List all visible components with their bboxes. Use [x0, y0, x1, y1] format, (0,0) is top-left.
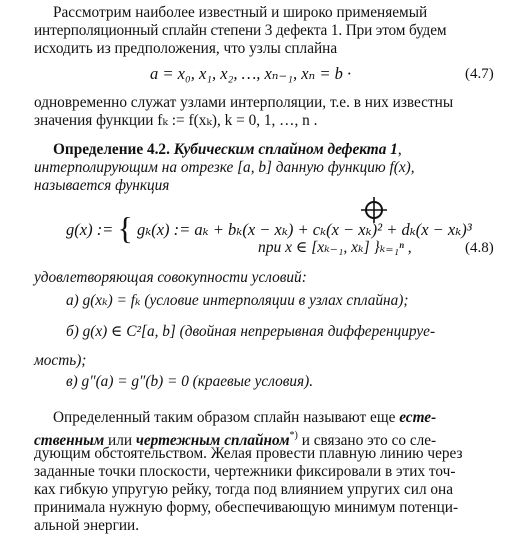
closing-line-1-text: Определенный таким образом сплайн называют еще [53, 409, 400, 426]
closing-line-2-or: или [104, 432, 136, 449]
term-drafting-spline: чертежным сплайном [135, 432, 290, 449]
equation-4-8-condition: при x ∈ [xₖ₋₁, xₖ] }ₖ₌₁ⁿ , [258, 239, 412, 256]
definition-line-3: называется функция [34, 177, 170, 194]
term-natural: ственным [34, 432, 105, 449]
definition-heading [53, 141, 402, 159]
closing-line-1 [53, 409, 436, 427]
intro-line-1: Рассмотрим наиболее известный и широко применяемый [53, 4, 428, 21]
condition-a: а) g(xₖ) = fₖ (условие интерполяции в узлах сплайна); [66, 292, 409, 309]
closing-line-4: заданные точки плоскости, чертежники фиксировали в этих точ- [34, 463, 456, 480]
equation-4-7-formula: a = x₀, x₁, x₂, …, xₙ₋₁, xₙ = b · [150, 64, 352, 83]
closing-line-2-rest: и связано это со сле- [297, 432, 437, 449]
condition-b-line-1: б) g(x) ∈ C²[a, b] (двойная непрерывная дифференцируе- [66, 323, 436, 340]
closing-line-5: ках гибкую упругую рейку, тогда под влиянием упругих сил она [34, 481, 454, 498]
closing-line-3: дующим обстоятельством. Желая провести плавную линию через [34, 445, 463, 462]
equation-4-8-body: gₖ(x) := aₖ + bₖ(x − xₖ) + cₖ(x − xₖ)² + dₖ(x − xₖ)³ [136, 220, 472, 239]
equation-4-8-number: (4.8) [465, 240, 494, 256]
condition-b-line-2: мость); [34, 352, 87, 369]
intro-line-2: интерполяционный сплайн степени 3 дефекта 1. При этом будем [34, 22, 447, 39]
equation-4-7 [150, 64, 351, 84]
definition-comma: , [397, 141, 402, 158]
equation-4-8-brace: { [117, 210, 133, 246]
closing-line-7: альной энергии. [34, 517, 140, 534]
definition-line-2: интерполирующим на отрезке [a, b] данную функцию f(x), [34, 159, 415, 176]
after-eq-line-2: значения функции fₖ := f(xₖ), k = 0, 1, …, n . [34, 112, 318, 129]
closing-line-1-emph: есте- [399, 409, 437, 426]
intro-line-3: исходить из предположения, что узлы сплайна [34, 40, 338, 57]
crosshair-cursor-icon [361, 197, 387, 223]
definition-title: Кубическим сплайном дефекта 1 [169, 141, 398, 158]
condition-c: в) g″(a) = g″(b) = 0 (краевые условия). [66, 373, 314, 390]
after-eq-line-1: одновременно служат узлами интерполяции, т.е. в них известны [34, 94, 454, 111]
conditions-intro: удовлетворяющая совокупности условий: [34, 269, 307, 286]
definition-label: Определение 4.2. [53, 141, 170, 158]
closing-line-6: принимала нужную форму, обеспечивающую минимум потенци- [34, 499, 459, 516]
footnote-mark: *) [289, 430, 298, 441]
equation-4-7-number: (4.7) [465, 66, 494, 82]
equation-4-8-lhs: g(x) := [66, 220, 114, 239]
